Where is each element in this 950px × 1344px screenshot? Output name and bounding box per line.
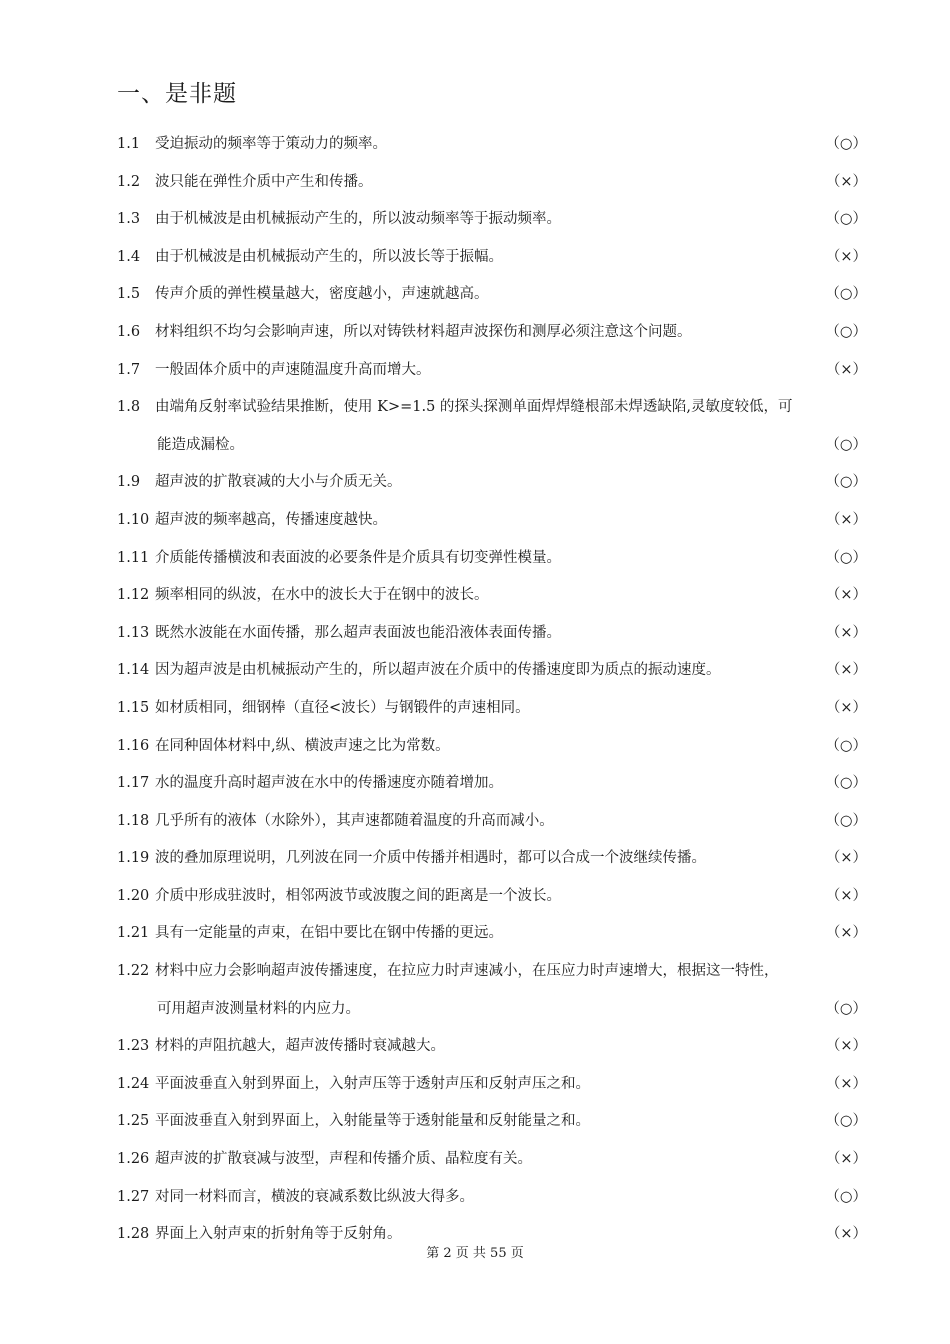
question-row [117,1179,867,1217]
question-row [117,765,867,803]
question-answer: （○） [825,812,867,829]
question-answer: （×） [825,624,867,641]
question-text: 在同种固体材料中,纵、横波声速之比为常数。 [155,737,450,754]
section-title: 一、是非题 [117,81,237,107]
question-text: 对同一材料而言，横波的衰减系数比纵波大得多。 [155,1188,474,1205]
question-number: 1.8 [117,399,141,416]
question-answer: （×） [825,1038,867,1055]
question-answer: （○） [825,286,867,303]
question-row [117,502,867,540]
question-row [117,464,867,502]
question-number: 1.21 [117,925,150,942]
question-answer: （○） [825,1000,867,1017]
question-number: 1.11 [117,549,150,566]
question-number: 1.16 [117,737,150,754]
question-number: 1.25 [117,1113,150,1130]
question-text: 受迫振动的频率等于策动力的频率。 [155,136,387,152]
question-row-continuation [117,427,867,465]
question-text: 一般固体介质中的声速随温度升高而增大。 [155,361,431,378]
question-text: 平面波垂直入射到界面上，入射能量等于透射能量和反射能量之和。 [155,1113,590,1130]
question-row [117,276,867,314]
question-text: 界面上入射声束的折射角等于反射角。 [155,1226,402,1243]
question-answer: （×） [825,361,867,378]
question-number: 1.7 [117,361,141,378]
question-number: 1.18 [117,812,150,829]
question-answer: （○） [825,737,867,754]
question-answer: （○） [825,549,867,566]
question-row [117,164,867,202]
question-number: 1.15 [117,699,150,716]
question-answer: （×） [825,887,867,904]
question-answer: （×） [825,850,867,867]
question-row [117,615,867,653]
question-number: 1.5 [117,286,141,303]
question-text: 材料组织不均匀会影响声速，所以对铸铁材料超声波探伤和测厚必须注意这个问题。 [155,323,692,340]
question-answer: （×） [825,511,867,528]
question-number: 1.26 [117,1151,150,1168]
question-row [117,314,867,352]
question-text: 介质中形成驻波时，相邻两波节或波腹之间的距离是一个波长。 [155,887,561,904]
question-text: 水的温度升高时超声波在水中的传播速度亦随着增加。 [155,775,503,792]
question-text: 因为超声波是由机械振动产生的，所以超声波在介质中的传播速度即为质点的振动速度。 [155,662,721,679]
question-text: 既然水波能在水面传播，那么超声表面波也能沿液体表面传播。 [155,624,561,641]
question-row [117,878,867,916]
question-answer: （×） [825,925,867,942]
question-number: 1.24 [117,1075,150,1092]
question-answer: （○） [825,323,867,340]
question-number: 1.28 [117,1226,150,1243]
question-row [117,953,867,991]
question-row [117,840,867,878]
question-answer: （×） [825,1226,867,1243]
question-number: 1.14 [117,662,150,679]
question-row [117,126,867,164]
question-row [117,540,867,578]
question-answer: （×） [825,662,867,679]
question-number: 1.3 [117,211,141,228]
question-text: 超声波的扩散衰减与波型，声程和传播介质、晶粒度有关。 [155,1151,532,1168]
question-row [117,1066,867,1104]
question-answer: （×） [825,699,867,716]
question-number: 1.17 [117,775,150,792]
question-row [117,803,867,841]
question-text: 能造成漏检。 [157,436,244,453]
question-answer: （○） [825,436,867,453]
question-text: 几乎所有的液体（水除外），其声速都随着温度的升高而减小。 [155,812,554,829]
question-row [117,1141,867,1179]
question-answer: （×） [825,1151,867,1168]
page-footer: 第 2 页 共 55 页 [426,1246,524,1261]
question-number: 1.1 [117,136,141,152]
question-answer: （○） [825,1188,867,1205]
question-row [117,652,867,690]
question-row [117,577,867,615]
question-text: 由于机械波是由机械振动产生的，所以波长等于振幅。 [155,248,503,265]
question-text: 介质能传播横波和表面波的必要条件是介质具有切变弹性模量。 [155,549,561,566]
question-answer: （×） [825,248,867,265]
question-text: 材料中应力会影响超声波传播速度，在拉应力时声速减小，在压应力时声速增大，根据这一特性， [155,963,779,980]
question-text: 材料的声阻抗越大，超声波传播时衰减越大。 [155,1038,445,1055]
question-row [117,239,867,277]
question-number: 1.10 [117,511,150,528]
question-answer: （○） [825,474,867,491]
question-text: 传声介质的弹性模量越大，密度越小，声速就越高。 [155,286,489,303]
question-text: 波只能在弹性介质中产生和传播。 [155,173,373,190]
question-row [117,690,867,728]
question-number: 1.13 [117,624,150,641]
question-number: 1.6 [117,323,141,340]
question-number: 1.23 [117,1038,150,1055]
question-text: 频率相同的纵波，在水中的波长大于在钢中的波长。 [155,587,489,604]
question-number: 1.27 [117,1188,150,1205]
question-number: 1.4 [117,248,141,265]
question-answer: （×） [825,587,867,604]
question-number: 1.19 [117,850,150,867]
question-text: 具有一定能量的声束，在铝中要比在钢中传播的更远。 [155,925,503,942]
question-text: 平面波垂直入射到界面上，入射声压等于透射声压和反射声压之和。 [155,1075,590,1092]
question-row [117,1103,867,1141]
question-text: 由端角反射率试验结果推断，使用 K>=1.5 的探头探测单面焊焊缝根部未焊透缺陷,灵敏度较低，可 [155,399,793,416]
question-list [117,126,867,1254]
question-number: 1.2 [117,173,141,190]
question-answer: （○） [825,775,867,792]
question-answer: （○） [825,136,867,152]
question-text: 超声波的扩散衰减的大小与介质无关。 [155,474,402,491]
question-number: 1.22 [117,963,150,980]
question-row [117,201,867,239]
question-text: 超声波的频率越高，传播速度越快。 [155,511,387,528]
question-row [117,352,867,390]
question-number: 1.9 [117,474,141,491]
question-row-continuation [117,991,867,1029]
question-text: 波的叠加原理说明，几列波在同一介质中传播并相遇时，都可以合成一个波继续传播。 [155,850,706,867]
question-answer: （×） [825,173,867,190]
question-row [117,915,867,953]
question-text: 可用超声波测量材料的内应力。 [157,1000,360,1017]
question-row [117,728,867,766]
question-text: 由于机械波是由机械振动产生的，所以波动频率等于振动频率。 [155,211,561,228]
question-answer: （○） [825,211,867,228]
question-answer: （○） [825,1113,867,1130]
question-row [117,1028,867,1066]
question-number: 1.20 [117,887,150,904]
question-text: 如材质相同，细钢棒（直径<波长）与钢锻件的声速相同。 [155,699,530,716]
question-answer: （×） [825,1075,867,1092]
question-row [117,389,867,427]
question-number: 1.12 [117,587,150,604]
